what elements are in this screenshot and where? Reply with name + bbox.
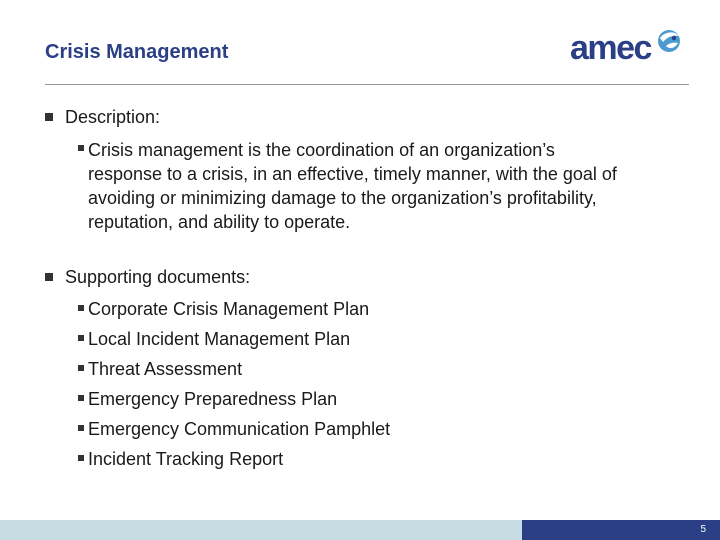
bullet-square-icon — [78, 145, 84, 151]
logo-wordmark: amec — [570, 29, 651, 67]
bullet-square-icon — [78, 365, 84, 371]
supporting-label: Supporting documents: — [65, 267, 251, 287]
bullet-square-icon — [78, 455, 84, 461]
description-line: reputation, and ability to operate. — [88, 212, 351, 232]
description-line: Crisis management is the coordination of an organization’s — [88, 140, 555, 160]
page-number: 5 — [700, 524, 706, 535]
bullet-square-icon — [78, 335, 84, 341]
footer-page-panel — [522, 520, 720, 540]
amec-logo — [570, 26, 690, 70]
bullet-square-icon — [78, 395, 84, 401]
slide-title: Crisis Management — [45, 41, 229, 63]
bullet-square-icon — [45, 273, 53, 281]
bullet-square-icon — [78, 425, 84, 431]
bullet-square-icon — [45, 113, 53, 121]
description-paragraph — [88, 138, 688, 234]
bullet-square-icon — [78, 305, 84, 311]
description-line: avoiding or minimizing damage to the organization’s profitability, — [88, 188, 597, 208]
description-line: response to a crisis, in an effective, timely manner, with the goal of — [88, 164, 617, 184]
logo-globe-icon — [654, 26, 684, 56]
header-divider — [45, 84, 689, 85]
footer-bar — [0, 520, 522, 540]
description-label: Description: — [65, 107, 161, 127]
